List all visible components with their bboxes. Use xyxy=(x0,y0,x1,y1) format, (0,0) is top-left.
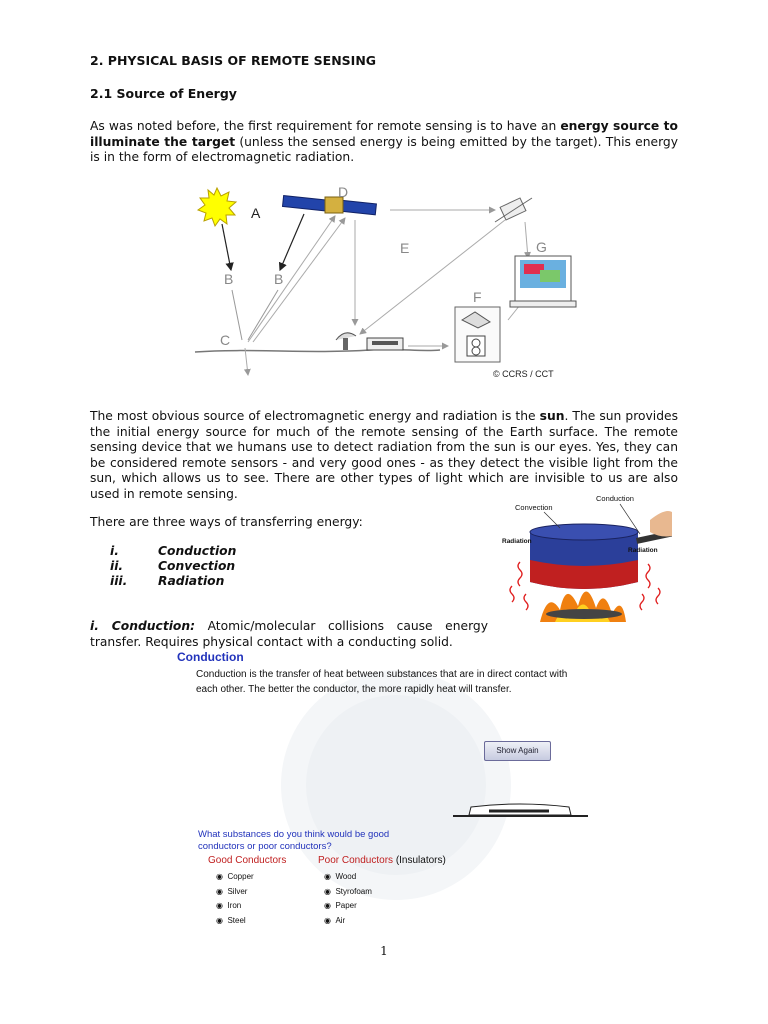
conduction-panel xyxy=(176,645,596,935)
label-b2: B xyxy=(274,271,284,287)
panel-body: Conduction is the transfer of heat between substances that are in direct contact with each other. The better the conductor, the more rapidly heat will transfer. xyxy=(196,669,568,695)
list-item: ◉ Styrofoam xyxy=(324,886,372,896)
intro-paragraph: As was noted before, the first requirement for remote sensing is to have an energy source to illuminate the target (unless the sensed energy is being emitted by the target). This energy is in the form of electromagnetic radiation. xyxy=(90,119,678,164)
label-e: E xyxy=(400,240,410,256)
remote-sensing-diagram xyxy=(190,180,590,385)
good-conductors-list xyxy=(216,870,254,928)
panel-title: Conduction xyxy=(177,650,244,664)
list-item: i. Conduction xyxy=(110,544,237,558)
good-conductors-header: Good Conductors xyxy=(208,855,287,866)
label-conduction: Conduction xyxy=(596,494,634,503)
list-item: ◉ Air xyxy=(324,915,346,925)
label-convection: Convection xyxy=(515,503,553,512)
list-item: ◉ Paper xyxy=(324,901,357,910)
panel-question: What substances do you think would be good conductors or poor conductors? xyxy=(198,829,390,852)
transfer-list xyxy=(110,544,236,590)
list-item: ◉ Copper xyxy=(216,872,254,881)
watermark-circle xyxy=(276,665,516,905)
list-item: ◉ Iron xyxy=(216,901,242,910)
conduction-paragraph: i. Conduction: Atomic/molecular collisions cause energy transfer. Requires physical contact with a conducting solid. xyxy=(90,619,488,649)
label-g: G xyxy=(536,239,547,255)
list-item: iii. Radiation xyxy=(110,574,225,589)
poor-conductors-header: Poor Conductors (Insulators) xyxy=(318,855,446,866)
page-number: 1 xyxy=(380,944,388,958)
heat-transfer-figure xyxy=(500,490,672,622)
label-radiation-left: Radiation xyxy=(502,538,532,545)
label-f: F xyxy=(473,289,482,305)
label-b1: B xyxy=(224,271,234,287)
sun-icon xyxy=(198,188,236,226)
poor-conductors-list xyxy=(324,870,372,928)
sun-paragraph: The most obvious source of electromagnetic energy and radiation is the sun. The sun provides the initial energy source for much of the remote sensing of the Earth surface. The remote sensing device that we humans use to detect radiation from the sun is our eyes. Yes, they can be considered remote sensors - and very good ones - as they detect the visible light from the sun, which allows us to see. There are other types of light which are invisible to us are also used in remote sensing. xyxy=(90,409,678,501)
section-heading: 2. PHYSICAL BASIS OF REMOTE SENSING xyxy=(90,53,377,68)
relay-satellite-icon xyxy=(495,198,532,222)
list-item: ◉ Steel xyxy=(216,915,246,925)
image-analysis-icon xyxy=(455,307,500,362)
hotplate-icon xyxy=(453,803,588,825)
copyright-label: © CCRS / CCT xyxy=(493,369,554,379)
list-item: ◉ Wood xyxy=(324,872,357,881)
label-radiation-right: Radiation xyxy=(628,547,658,554)
label-d: D xyxy=(338,184,349,200)
label-a: A xyxy=(251,205,261,221)
computer-icon xyxy=(510,256,576,307)
list-item: ◉ Silver xyxy=(216,886,248,896)
show-again-button[interactable]: Show Again xyxy=(484,741,551,761)
label-c: C xyxy=(220,332,231,348)
list-item: ii. Convection xyxy=(110,559,236,574)
ground-station-icon xyxy=(336,333,403,350)
ways-intro: There are three ways of transferring energy: xyxy=(90,515,363,529)
satellite-icon xyxy=(283,196,377,215)
subsection-heading: 2.1 Source of Energy xyxy=(90,86,237,101)
